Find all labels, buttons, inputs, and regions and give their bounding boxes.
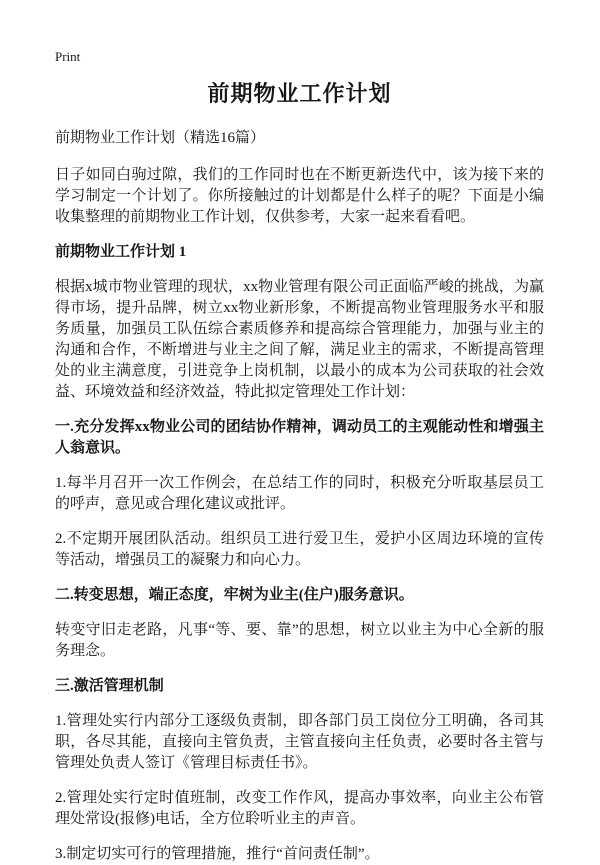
paragraph-section2-body: 转变守旧走老路，凡事“等、要、靠”的思想，树立以业主为中心全新的服务理念。: [55, 622, 544, 659]
print-link[interactable]: Print: [55, 49, 81, 64]
document-body: [55, 165, 544, 865]
heading-section-2: 二.转变思想，端正态度，牢树为业主(住户)服务意识。: [55, 587, 414, 603]
heading-section-1: 一.充分发挥xx物业公司的团结协作精神，调动员工的主观能动性和增强主人翁意识。: [55, 419, 544, 456]
paragraph-section3-item2: 2.管理处实行定时值班制，改变工作作风，提高办事效率，向业主公布管理处常设(报修)电话，全方位聆听业主的声音。: [55, 790, 544, 827]
paragraph-plan-overview: 根据x城市物业管理的现状，xx物业管理有限公司正面临严峻的挑战，为赢得市场，提升品牌，树立xx物业新形象，不断提高物业管理服务水平和服务质量，加强员工队伍综合素质修养和提高综合管理能力，加强与业主的沟通和合作，不断增进与业主之间了解，满足业主的需求，不断提高管理处的业主满意度，引进竞争上岗机制，以最小的成本为公司获取的社会效益、环境效益和经济效益，特此拟定管理处工作计划：: [55, 279, 544, 400]
paragraph-intro: 日子如同白驹过隙，我们的工作同时也在不断更新迭代中，该为接下来的学习制定一个计划了。你所接触过的计划都是什么样子的呢？下面是小编收集整理的前期物业工作计划，仅供参考，大家一起来看看吧。: [55, 167, 544, 225]
page-title: 前期物业工作计划: [207, 81, 392, 106]
paragraph-section1-item1: 1.每半月召开一次工作例会，在总结工作的同时，积极充分听取基层员工的呼声，意见或合理化建议或批评。: [55, 475, 544, 512]
heading-section-3: 三.激活管理机制: [55, 678, 164, 694]
paragraph-section1-item2: 2.不定期开展团队活动。组织员工进行爱卫生，爱护小区周边环境的宣传等活动，增强员工的凝聚力和向心力。: [55, 531, 544, 568]
document-subtitle: 前期物业工作计划（精选16篇）: [55, 130, 266, 146]
heading-plan-1: 前期物业工作计划 1: [55, 244, 187, 260]
paragraph-section3-item3: 3.制定切实可行的管理措施，推行“首问责任制”。: [55, 846, 380, 862]
paragraph-section3-item1: 1.管理处实行内部分工逐级负责制，即各部门员工岗位分工明确，各司其职，各尽其能，直接向主管负责，主管直接向主任负责，必要时各主管与管理处负责人签订《管理目标责任书》。: [55, 713, 544, 771]
